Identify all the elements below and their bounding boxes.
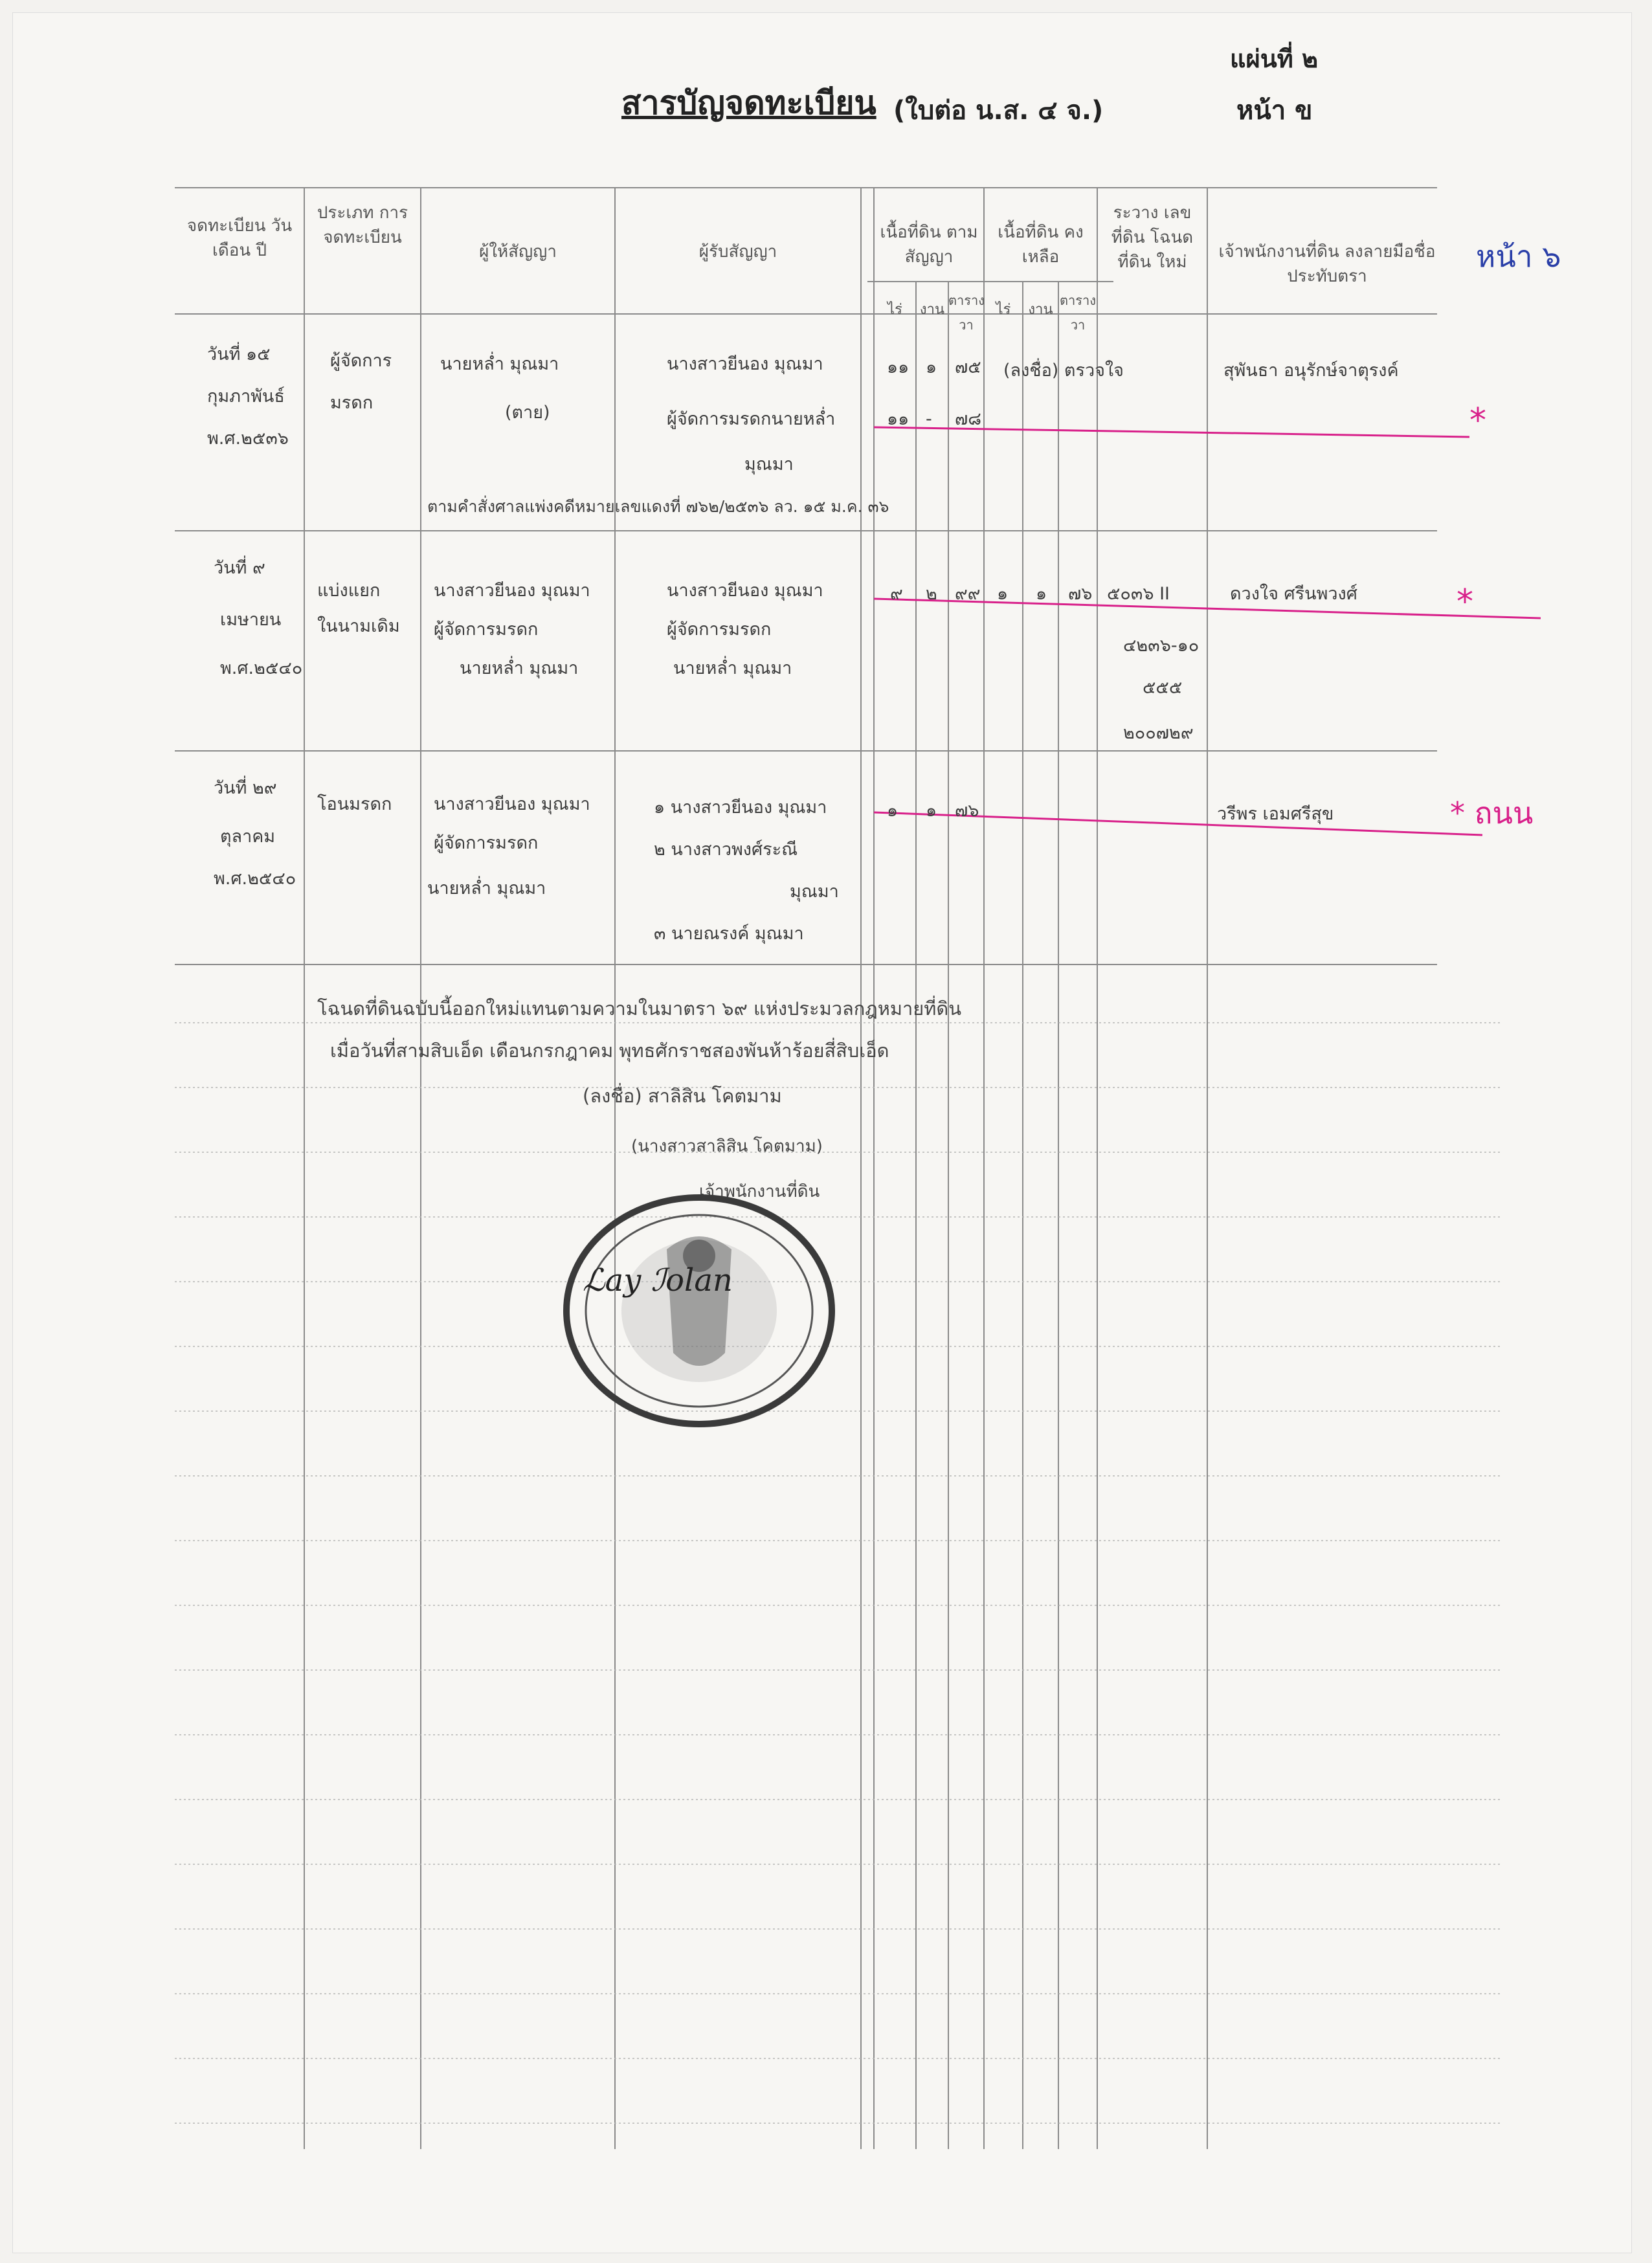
row1-grantee-1: นางสาวยีนอง มุณมา bbox=[667, 354, 823, 374]
row2-grantor-2: ผู้จัดการมรดก bbox=[434, 619, 539, 640]
row1b-wa: ๗๘ bbox=[955, 409, 982, 429]
row2-ngan: ๒ bbox=[926, 584, 937, 604]
row3-wa: ๗๖ bbox=[955, 801, 979, 821]
handwritten-page-mark: หน้า ๖ bbox=[1476, 239, 1561, 274]
row2-grantor-3: นายหล่ำ มุณมา bbox=[460, 658, 579, 678]
row1-grantee-3: มุณมา bbox=[744, 454, 794, 474]
row3-grantee-3: มุณมา bbox=[790, 882, 839, 902]
row1-ngan: ๑ bbox=[926, 357, 937, 377]
signer-name: (นางสาวสาลิสิน โคตมาม) bbox=[631, 1137, 823, 1156]
row2-type-1: แบ่งแยก bbox=[317, 581, 381, 601]
row2-rem-rai: ๑ bbox=[997, 584, 1009, 604]
header-grantee: ผู้รับสัญญา bbox=[698, 242, 777, 262]
row2-wa: ๙๙ bbox=[955, 584, 981, 604]
row2-grantee-2: ผู้จัดการมรดก bbox=[667, 619, 772, 640]
row1-type-1: ผู้จัดการ bbox=[330, 351, 392, 371]
row2-date-1: วันที่ ๙ bbox=[214, 558, 265, 578]
unit-rai: ไร่ bbox=[887, 302, 902, 318]
document-page bbox=[13, 13, 1631, 2253]
official-seal-icon bbox=[557, 1191, 842, 1431]
signer-title: เจ้าพนักงานที่ดิน bbox=[699, 1182, 820, 1201]
row1-court-note: ตามคำสั่งศาลแพ่งคดีหมายเลขแดงที่ ๗๖๒/๒๕๓๖ ลว. ๑๕ ม.ค. ๓๖ bbox=[427, 497, 889, 516]
pink-star-2: * bbox=[1457, 583, 1473, 621]
row2-type-2: ในนามเดิม bbox=[317, 616, 400, 636]
row1-grantor-2: (ตาย) bbox=[505, 403, 550, 423]
row3-type-1: โอนมรดก bbox=[317, 794, 392, 814]
row1-grantee-2: ผู้จัดการมรดกนายหล่ำ bbox=[667, 409, 836, 429]
header-area-remaining: เนื้อที่ดิน คงเหลือ bbox=[998, 223, 1084, 267]
header-new-deed: ระวาง เลขที่ดิน โฉนดที่ดิน ใหม่ bbox=[1111, 203, 1194, 272]
sheet-number: แผ่นที่ ๒ bbox=[1230, 45, 1319, 73]
row2-date-2: เมษายน bbox=[220, 610, 282, 630]
unit-wa: ตาราง วา bbox=[948, 293, 985, 333]
row2-rem-wa: ๗๖ bbox=[1068, 584, 1093, 604]
row3-grantor-1: นางสาวยีนอง มุณมา bbox=[434, 794, 590, 814]
row2-deed-2: ๔๒๓๖-๑๐ bbox=[1123, 636, 1200, 656]
row1b-ngan: - bbox=[926, 409, 932, 429]
row2-deed-4: ๒๐๐๗๒๙ bbox=[1123, 723, 1194, 743]
row1b-rai: ๑๑ bbox=[887, 409, 910, 429]
row3-grantee-2: ๒ นางสาวพงศ์ระณี bbox=[654, 840, 798, 860]
row3-grantee-1: ๑ นางสาวยีนอง มุณมา bbox=[654, 797, 827, 818]
page-number: หน้า ข bbox=[1236, 96, 1313, 126]
header-type: ประเภท การ จดทะเบียน bbox=[317, 203, 408, 247]
row2-deed-3: ๕๕๕ bbox=[1143, 678, 1183, 698]
unit-rai-2: ไร่ bbox=[996, 302, 1011, 318]
unit-ngan-2: งาน bbox=[1028, 302, 1053, 318]
row1-date-3: พ.ศ.๒๕๓๖ bbox=[207, 429, 289, 449]
row1-wa: ๗๕ bbox=[955, 357, 981, 377]
reissue-note-1: โฉนดที่ดินฉบับนี้ออกใหม่แทนตามความในมาตรา ๖๙ แห่งประมวลกฎหมายที่ดิน bbox=[317, 998, 962, 1020]
pink-star-road: * ถนน bbox=[1450, 796, 1534, 831]
row3-officer: วรีพร เอมศรีสุข bbox=[1217, 804, 1334, 824]
row2-grantee-3: นายหล่ำ มุณมา bbox=[673, 658, 792, 678]
row2-date-3: พ.ศ.๒๕๔๐ bbox=[220, 658, 303, 678]
row3-ngan: ๑ bbox=[926, 801, 937, 821]
header-area-contract: เนื้อที่ดิน ตามสัญญา bbox=[880, 223, 978, 267]
header-date: จดทะเบียน วัน เดือน ปี bbox=[186, 216, 293, 260]
row3-rai: ๑ bbox=[887, 801, 899, 821]
row2-deed-1: ๕๐๓๖ II bbox=[1107, 584, 1170, 604]
document-subtitle: (ใบต่อ น.ส. ๔ จ.) bbox=[893, 96, 1104, 126]
pink-star-1: * bbox=[1469, 401, 1486, 440]
document-title: สารบัญจดทะเบียน bbox=[621, 84, 876, 122]
row1-remaining: (ลงชื่อ) ตรวจใจ bbox=[1003, 361, 1124, 381]
row2-grantor-1: นางสาวยีนอง มุณมา bbox=[434, 581, 590, 601]
row1-type-2: มรดก bbox=[330, 393, 374, 413]
unit-wa-2: ตาราง วา bbox=[1060, 293, 1096, 333]
signer-line: (ลงชื่อ) สาลิสิน โคตมาม bbox=[583, 1085, 782, 1107]
row3-date-2: ตุลาคม bbox=[220, 827, 276, 847]
reissue-note-2: เมื่อวันที่สามสิบเอ็ด เดือนกรกฎาคม พุทธศักราชสองพันห้าร้อยสี่สิบเอ็ด bbox=[330, 1040, 889, 1062]
row1-grantor-1: นายหล่ำ มุณมา bbox=[440, 354, 559, 374]
row3-grantor-2: ผู้จัดการมรดก bbox=[434, 833, 539, 853]
row1-date-2: กุมภาพันธ์ bbox=[207, 386, 285, 407]
header-grantor: ผู้ให้สัญญา bbox=[479, 242, 557, 262]
row1-rai: ๑๑ bbox=[887, 357, 910, 377]
row2-grantee-1: นางสาวยีนอง มุณมา bbox=[667, 581, 823, 601]
header-officer: เจ้าพนักงานที่ดิน ลงลายมือชื่อ ประทับตรา bbox=[1218, 242, 1436, 286]
row1-officer: สุพันธา อนุรักษ์จาตุรงค์ bbox=[1223, 361, 1399, 381]
row3-date-3: พ.ศ.๒๕๔๐ bbox=[214, 869, 296, 889]
row3-date-1: วันที่ ๒๙ bbox=[214, 778, 277, 798]
row1-date-1: วันที่ ๑๕ bbox=[207, 344, 271, 364]
row3-grantee-4: ๓ นายณรงค์ มุณมา bbox=[654, 924, 804, 944]
row3-grantor-3: นายหล่ำ มุณมา bbox=[427, 878, 546, 898]
handwritten-signature: ℒay ℐolan bbox=[583, 1262, 733, 1299]
row2-officer: ดวงใจ ศรีนพวงศ์ bbox=[1230, 584, 1357, 604]
row2-rai: ๙ bbox=[890, 584, 903, 604]
unit-ngan: งาน bbox=[919, 302, 945, 318]
row2-rem-ngan: ๑ bbox=[1036, 584, 1047, 604]
